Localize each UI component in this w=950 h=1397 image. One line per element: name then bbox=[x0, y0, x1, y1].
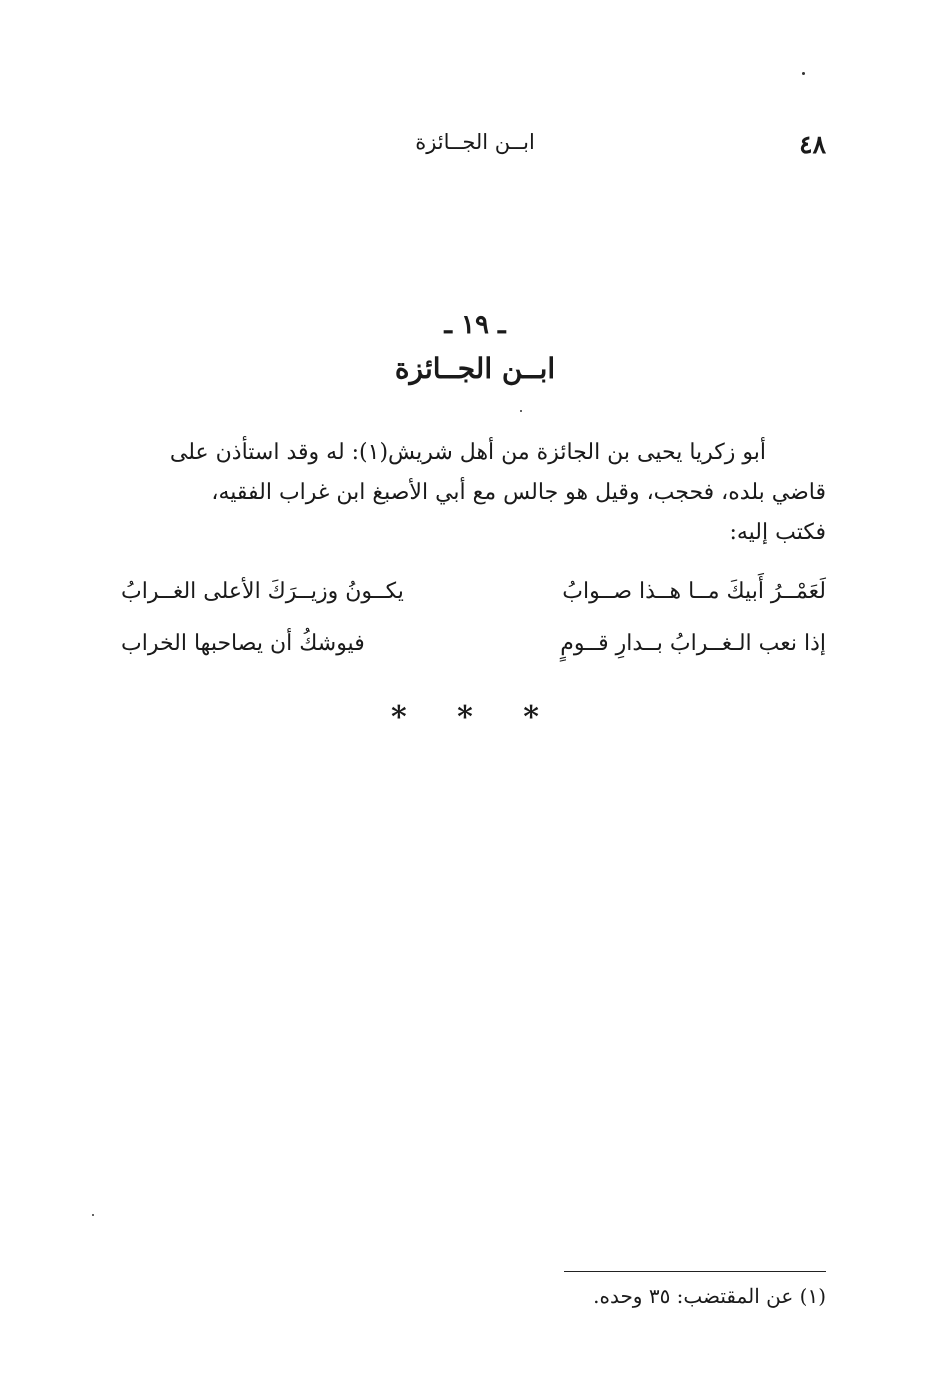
scan-speck bbox=[802, 72, 805, 75]
verse-second-hemistich: يكــونُ وزيــرَكَ الأعلى الغــرابُ bbox=[121, 579, 404, 604]
running-title: ابــن الجــائزة bbox=[415, 130, 535, 154]
chapter-number: ـ ١٩ ـ bbox=[444, 310, 506, 340]
page-number: ٤٨ bbox=[799, 130, 826, 159]
poem-verse bbox=[121, 570, 826, 622]
verse-second-hemistich: فيوشكُ أن يصاحبها الخراب bbox=[121, 631, 365, 656]
poem-verse bbox=[121, 622, 826, 674]
intro-line: أبو زكريا يحيى بن الجائزة من أهل شريش(١): له وقد استأذن على bbox=[169, 440, 766, 465]
footnote-divider bbox=[564, 1271, 826, 1272]
footnote: (١) عن المقتضب: ٣٥ وحده. bbox=[593, 1284, 826, 1308]
intro-line: قاضي بلده، فحجب، وقيل هو جالس مع أبي الأصبغ ابن غراب الفقيه، bbox=[211, 480, 826, 505]
section-separator: * * * bbox=[391, 700, 559, 735]
poem bbox=[121, 570, 826, 674]
intro-line: فكتب إليه: bbox=[729, 520, 826, 545]
scan-speck bbox=[92, 1214, 94, 1216]
scan-speck bbox=[520, 410, 522, 412]
verse-first-hemistich: إذا نعب الـغــرابُ بــدارِ قــومٍ bbox=[560, 631, 826, 656]
verse-first-hemistich: لَعَمْــرُ أَبيكَ مــا هــذا صــوابُ bbox=[562, 579, 826, 604]
chapter-title: ابــن الجــائزة bbox=[394, 352, 556, 385]
intro-paragraph bbox=[121, 433, 826, 553]
